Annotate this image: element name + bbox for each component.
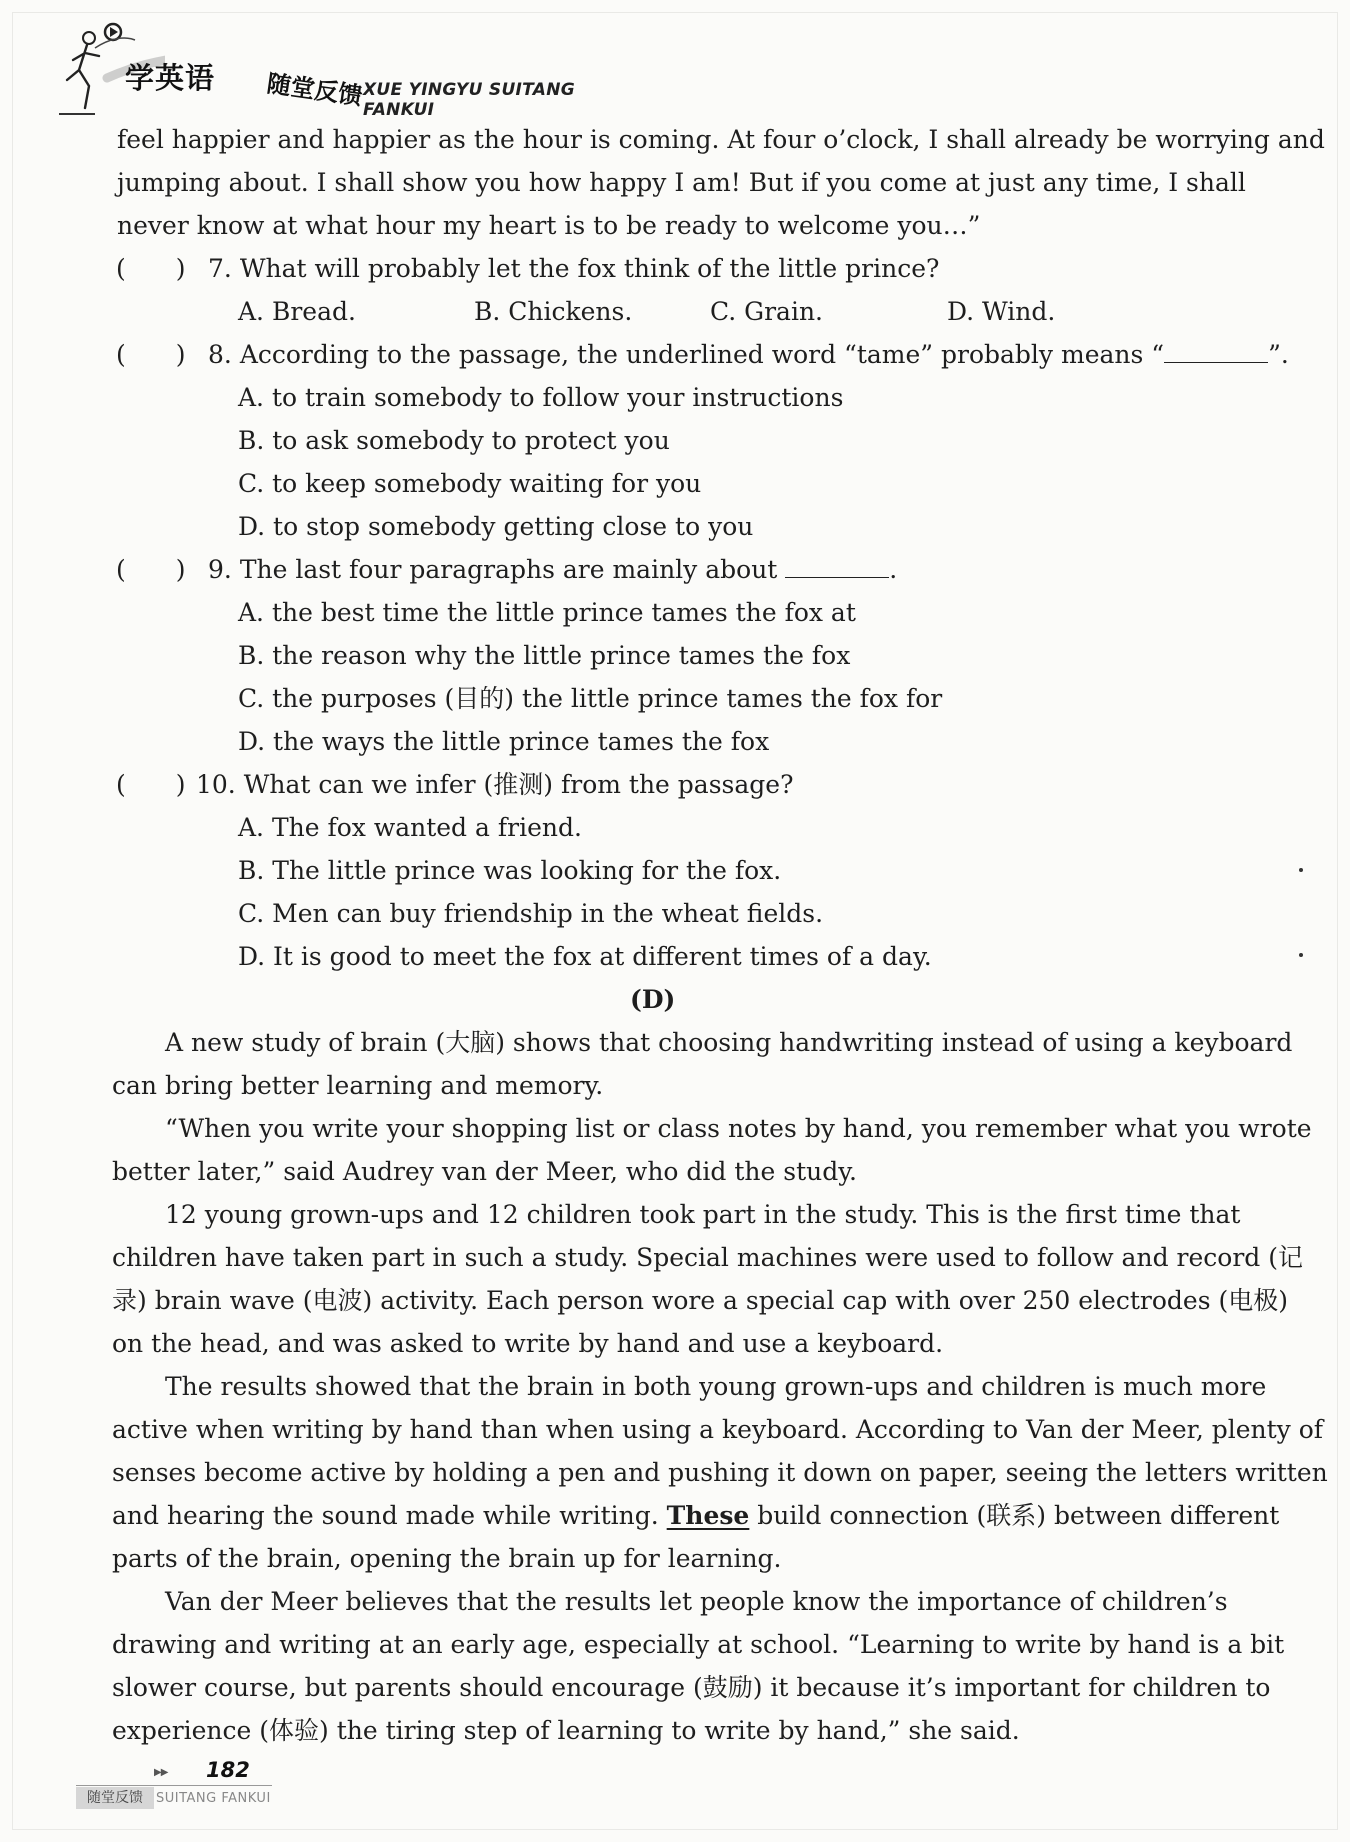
passage-line: jumping about. I shall show you how happy I am! But if you come at just any time, I shall <box>117 168 1246 197</box>
question-number: 9. <box>208 555 232 584</box>
passage-line: active when writing by hand than when using a keyboard. According to Van der Meer, plenty of <box>112 1415 1324 1444</box>
passage-line: slower course, but parents should encourage (鼓励) it because it’s important for children to <box>112 1673 1271 1702</box>
passage-line: The results showed that the brain in both young grown-ups and children is much more <box>165 1372 1267 1401</box>
passage-line: 12 young grown-ups and 12 children took part in the study. This is the first time that <box>165 1200 1241 1229</box>
passage-line <box>112 1501 1280 1531</box>
question-stem <box>208 555 897 585</box>
option-d: D. the ways the little prince tames the fox <box>238 727 770 756</box>
passage-line: senses become active by holding a pen and pushing it down on paper, seeing the letters written <box>112 1458 1328 1487</box>
passage-line: never know at what hour my heart is to be ready to welcome you…” <box>117 211 981 240</box>
question-stem <box>196 770 793 800</box>
passage-line: can bring better learning and memory. <box>112 1071 604 1100</box>
question-number: 7. <box>208 254 232 283</box>
option-b: B. Chickens. <box>474 297 633 326</box>
question-number: 8. <box>208 340 232 369</box>
option-c: C. Men can buy friendship in the wheat fields. <box>238 899 824 928</box>
question-text-end: ”. <box>1268 340 1289 369</box>
answer-bracket[interactable]: ( ) <box>116 770 186 799</box>
question-stem <box>208 254 939 284</box>
passage-text: and hearing the sound made while writing. <box>112 1501 659 1530</box>
passage-line: parts of the brain, opening the brain up for learning. <box>112 1544 782 1573</box>
question-text: The last four paragraphs are mainly about <box>239 555 778 584</box>
option-d: D. It is good to meet the fox at different times of a day. <box>238 942 932 971</box>
option-b: B. the reason why the little prince tames the fox <box>238 641 851 670</box>
margin-dot <box>1299 868 1303 872</box>
footer-badge: 随堂反馈 <box>76 1787 154 1809</box>
passage-line: feel happier and happier as the hour is coming. At four o’clock, I shall already be worrying and <box>117 125 1325 154</box>
answer-blank[interactable] <box>785 557 889 578</box>
page-number: 182 <box>206 1758 250 1782</box>
page-header <box>55 18 635 128</box>
passage-line: 录) brain wave (电波) activity. Each person wore a special cap with over 250 electrodes (电极) <box>112 1286 1288 1315</box>
passage-line: experience (体验) the tiring step of learning to write by hand,” she said. <box>112 1716 1020 1745</box>
option-a: A. The fox wanted a friend. <box>238 813 582 842</box>
footer-text-en: SUITANG FANKUI <box>156 1791 271 1806</box>
header-title-cn: 学英语 <box>125 61 216 95</box>
passage-line: “When you write your shopping list or class notes by hand, you remember what you wrote <box>165 1114 1312 1143</box>
passage-line: A new study of brain (大脑) shows that choosing handwriting instead of using a keyboard <box>165 1028 1293 1057</box>
margin-dot <box>1299 953 1303 957</box>
question-stem <box>208 340 1289 370</box>
option-c: C. the purposes (目的) the little prince tames the fox for <box>238 684 943 713</box>
question-text: What will probably let the fox think of the little prince? <box>239 254 940 283</box>
passage-text: build connection (联系) between different <box>757 1501 1280 1530</box>
answer-blank[interactable] <box>1164 342 1268 363</box>
footer-rule <box>76 1785 272 1786</box>
question-number: 10. <box>196 770 236 799</box>
question-text-end: . <box>889 555 898 584</box>
header-subtitle-cn: 随堂反馈 <box>265 69 365 111</box>
option-c: C. to keep somebody waiting for you <box>238 469 702 498</box>
passage-line: on the head, and was asked to write by hand and use a keyboard. <box>112 1329 944 1358</box>
double-arrow-icon: ▶▶ <box>154 1767 168 1778</box>
passage-line: Van der Meer believes that the results let people know the importance of children’s <box>165 1587 1228 1616</box>
answer-bracket[interactable]: ( ) <box>116 340 186 369</box>
option-b: B. The little prince was looking for the fox. <box>238 856 782 885</box>
option-d: D. Wind. <box>947 297 1056 326</box>
answer-bracket[interactable]: ( ) <box>116 254 186 283</box>
answer-bracket[interactable]: ( ) <box>116 555 186 584</box>
section-heading: (D) <box>630 985 676 1014</box>
option-d: D. to stop somebody getting close to you <box>238 512 754 541</box>
passage-line: better later,” said Audrey van der Meer, who did the study. <box>112 1157 857 1186</box>
passage-line: children have taken part in such a study. Special machines were used to follow and record (记 <box>112 1243 1303 1272</box>
option-c: C. Grain. <box>710 297 824 326</box>
question-text: What can we infer (推测) from the passage? <box>243 770 794 799</box>
passage-line: drawing and writing at an early age, especially at school. “Learning to write by hand is a bit <box>112 1630 1285 1659</box>
option-a: A. Bread. <box>238 297 356 326</box>
underlined-word-these: These <box>666 1501 750 1530</box>
option-a: A. to train somebody to follow your instructions <box>238 383 844 412</box>
header-title-en: XUE YINGYU SUITANG FANKUI <box>363 80 575 120</box>
option-b: B. to ask somebody to protect you <box>238 426 670 455</box>
question-text: According to the passage, the underlined word “tame” probably means “ <box>239 340 1165 369</box>
option-a: A. the best time the little prince tames the fox at <box>238 598 856 627</box>
